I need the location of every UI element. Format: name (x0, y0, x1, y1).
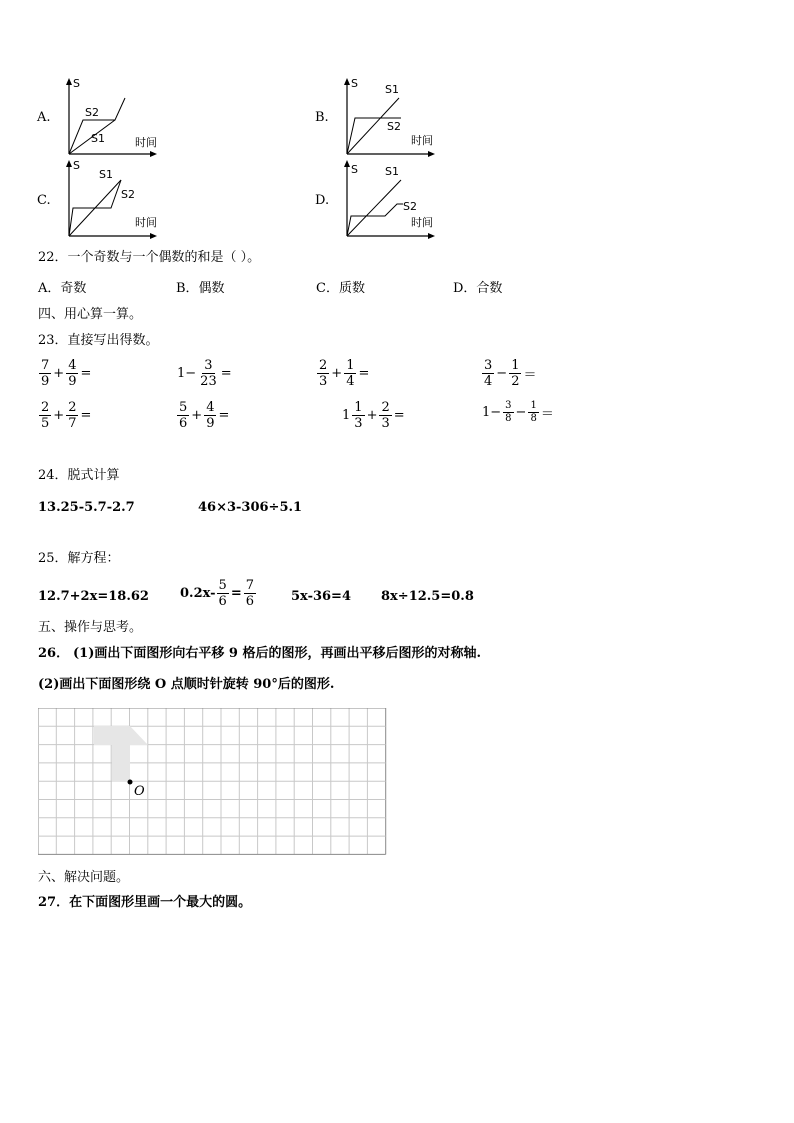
q25-equation-3: 5x-36=4 (291, 589, 351, 604)
question-23-stem: 23．直接写出得数。 (38, 333, 159, 348)
option-label: B. (315, 110, 329, 125)
distance-time-graph (341, 160, 476, 240)
fraction: $\frac{2}{5}$ (41, 400, 50, 431)
fraction: $\frac{3}{8}$ (505, 400, 512, 424)
grid-lines (38, 708, 386, 854)
q23-expr (481, 400, 555, 425)
graph-option-d (313, 160, 453, 240)
q26-number: 26． (38, 646, 70, 661)
q23-expr (38, 400, 92, 431)
option-label: C. (37, 193, 51, 208)
s-axis-label: S (73, 159, 80, 172)
operator: + (331, 366, 343, 381)
section-6-heading: 六、解决问题。 (38, 870, 130, 885)
s-axis-label: S (351, 77, 358, 90)
fraction: $\frac{1}{2}$ (511, 358, 520, 389)
operator: 1 (342, 408, 351, 423)
q22-option-c: C．质数 (316, 281, 365, 296)
fraction: $\frac{3}{4}$ (484, 358, 493, 389)
eq2-prefix: 0.2x- (180, 586, 216, 601)
distance-time-graph (341, 78, 476, 158)
time-axis-label: 时间 (135, 136, 157, 149)
fraction: $\frac{4}{9}$ (68, 358, 77, 389)
fraction: $\frac{1}{3}$ (354, 400, 363, 431)
fraction: $\frac{7}{6}$ (245, 578, 255, 609)
s-axis-label: S (73, 77, 80, 90)
option-label: A. (37, 110, 51, 125)
s2-label: S2 (387, 120, 401, 133)
q25-equation-1: 12.7+2x=18.62 (38, 589, 149, 604)
graph-option-b (313, 78, 453, 158)
fraction: $\frac{2}{7}$ (68, 400, 77, 431)
q23-expr (176, 400, 230, 431)
fraction: $\frac{5}{6}$ (179, 400, 188, 431)
fraction: $\frac{7}{9}$ (41, 358, 50, 389)
q26-instruction-2: (2)画出下面图形绕 O 点顺时针旋转 90°后的图形. (38, 677, 335, 692)
point-o-label: O (134, 784, 145, 799)
operator: ＝ (523, 368, 537, 383)
s1-label: S1 (385, 165, 399, 178)
graph-option-a (35, 78, 175, 158)
question-25-stem: 25．解方程： (38, 551, 120, 566)
time-axis-label: 时间 (411, 134, 433, 147)
distance-time-graph (63, 78, 198, 158)
operator: + (53, 408, 65, 423)
section-5-heading: 五、操作与思考。 (38, 620, 143, 635)
fraction: $\frac{2}{3}$ (381, 400, 390, 431)
s1-label: S1 (385, 83, 399, 96)
s-axis-label: S (351, 163, 358, 176)
s2-label: S2 (121, 188, 135, 201)
s2-label: S2 (85, 106, 99, 119)
q23-expr (341, 400, 406, 431)
operator: + (53, 366, 65, 381)
q22-option-d: D．合数 (453, 281, 503, 296)
operator: + (191, 408, 203, 423)
operator: + (366, 408, 378, 423)
fraction: $\frac{4}{9}$ (206, 400, 215, 431)
section-4-heading: 四、用心算一算。 (38, 307, 143, 322)
q22-option-a: A．奇数 (38, 281, 87, 296)
q25-equation-2: 0.2x- $\frac{5}{6}$ = $\frac{7}{6}$ (180, 578, 255, 609)
q25-equation-4: 8x÷12.5=0.8 (381, 589, 474, 604)
operator: = (358, 366, 370, 381)
q23-expr (481, 358, 537, 389)
operator: = (393, 408, 405, 423)
q23-expr (38, 358, 92, 389)
q23-expr (176, 358, 233, 389)
question-27-stem: 27．在下面图形里画一个最大的圆。 (38, 895, 252, 910)
time-axis-label: 时间 (135, 216, 157, 229)
fraction: $\frac{1}{8}$ (530, 400, 537, 424)
distance-time-graph (63, 160, 198, 240)
fraction: $\frac{1}{4}$ (346, 358, 355, 389)
time-axis-label: 时间 (411, 216, 433, 229)
question-22-stem: 22．一个奇数与一个偶数的和是（ ）。 (38, 250, 261, 265)
operator: ＝ (540, 407, 554, 422)
graph-option-c (35, 160, 175, 240)
s1-label: S1 (91, 132, 105, 145)
question-24-stem: 24．脱式计算 (38, 468, 120, 483)
q24-item-1: 13.25-5.7-2.7 (38, 500, 135, 515)
fraction: $\frac{5}{6}$ (218, 578, 227, 609)
s1-label: S1 (99, 168, 113, 181)
option-label: D. (315, 193, 330, 208)
operator: = (80, 408, 92, 423)
fraction: $\frac{3}{23}$ (200, 358, 217, 389)
point-o (128, 780, 133, 785)
q26-instruction-1: (1)画出下面图形向右平移 9 格后的图形，再画出平移后图形的对称轴. (73, 646, 481, 661)
operator: = (218, 408, 230, 423)
operator: − (496, 366, 508, 381)
q24-item-2: 46×3-306÷5.1 (198, 500, 303, 515)
operator: 1− (177, 366, 197, 381)
s2-label: S2 (403, 200, 417, 213)
operator: 1− (482, 405, 502, 420)
grid-figure (38, 708, 388, 858)
q22-option-b: B．偶数 (176, 281, 225, 296)
operator: = (220, 366, 232, 381)
fraction: $\frac{2}{3}$ (319, 358, 328, 389)
operator: − (515, 405, 527, 420)
operator: = (80, 366, 92, 381)
q23-expr (316, 358, 370, 389)
